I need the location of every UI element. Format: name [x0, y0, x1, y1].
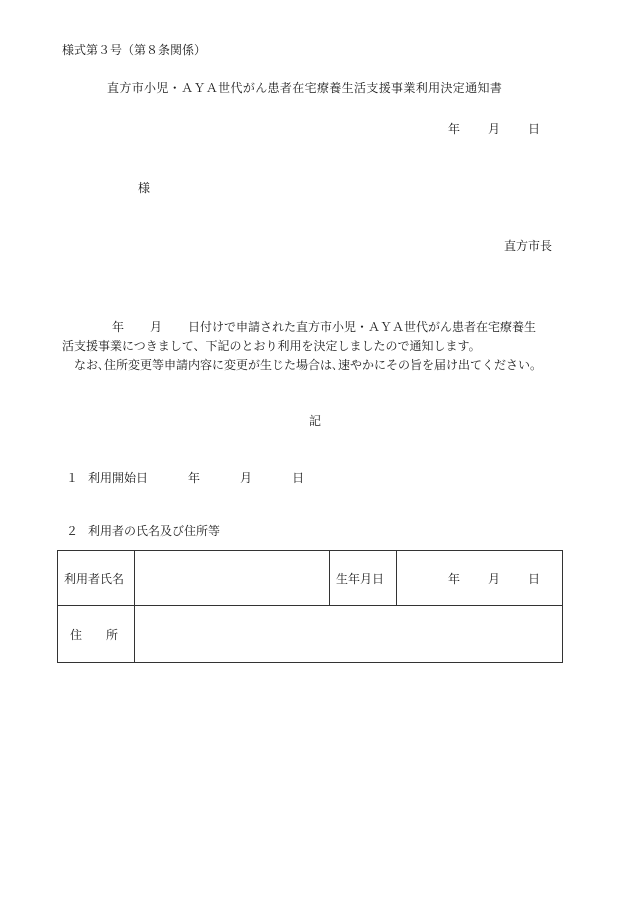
item-user-info-heading — [66, 525, 220, 537]
address-field[interactable] — [135, 606, 563, 663]
address-label — [58, 606, 135, 663]
notice-body-line-3: なお､住所変更等申請内容に変更が生じた場合は､速やかにその旨を届け出てください。 — [74, 358, 543, 372]
issue-date-year: 年 — [447, 122, 460, 136]
birth-month: 月 — [487, 571, 500, 586]
recipient-honorific: 様 — [138, 181, 151, 195]
address-label-2: 所 — [106, 627, 119, 642]
user-name-field[interactable] — [135, 551, 330, 606]
item-start-date — [66, 472, 304, 484]
notice-body-line-2: 活支援事業につきまして、下記のとおり利用を決定しましたので通知します。 — [62, 339, 481, 353]
item2-number: ２ — [66, 524, 79, 538]
issue-date — [448, 123, 540, 135]
item1-day: 日 — [292, 471, 305, 485]
user-info-row-name — [58, 551, 563, 606]
issue-date-day: 日 — [527, 122, 540, 136]
item1-year: 年 — [188, 471, 201, 485]
user-info-table — [57, 550, 563, 663]
user-name-label: 利用者氏名 — [58, 551, 135, 606]
notice-body-line-1 — [62, 318, 572, 337]
issue-date-month: 月 — [487, 122, 500, 136]
item1-month: 月 — [240, 471, 253, 485]
body-month: 月 — [150, 320, 163, 334]
address-label-1: 住 — [70, 627, 83, 642]
body-line1-rest: 日付けで申請された直方市小児・ＡＹＡ世代がん患者在宅療養生 — [188, 320, 537, 334]
birth-date-label: 生年月日 — [330, 551, 397, 606]
birth-day: 日 — [527, 571, 540, 586]
birth-year: 年 — [447, 571, 460, 586]
birth-date-field[interactable] — [397, 551, 563, 606]
document-title: 直方市小児・ＡＹＡ世代がん患者在宅療養生活支援事業利用決定通知書 — [107, 81, 503, 95]
body-year: 年 — [112, 320, 125, 334]
ki-heading: 記 — [309, 414, 322, 428]
notice-body — [62, 318, 572, 375]
user-info-row-address — [58, 606, 563, 663]
item1-number: １ — [66, 471, 79, 485]
issuer-name: 直方市長 — [503, 239, 552, 253]
item1-label: 利用開始日 — [88, 471, 149, 485]
item2-label: 利用者の氏名及び住所等 — [88, 524, 221, 538]
form-number: 様式第３号（第８条関係） — [62, 43, 207, 57]
